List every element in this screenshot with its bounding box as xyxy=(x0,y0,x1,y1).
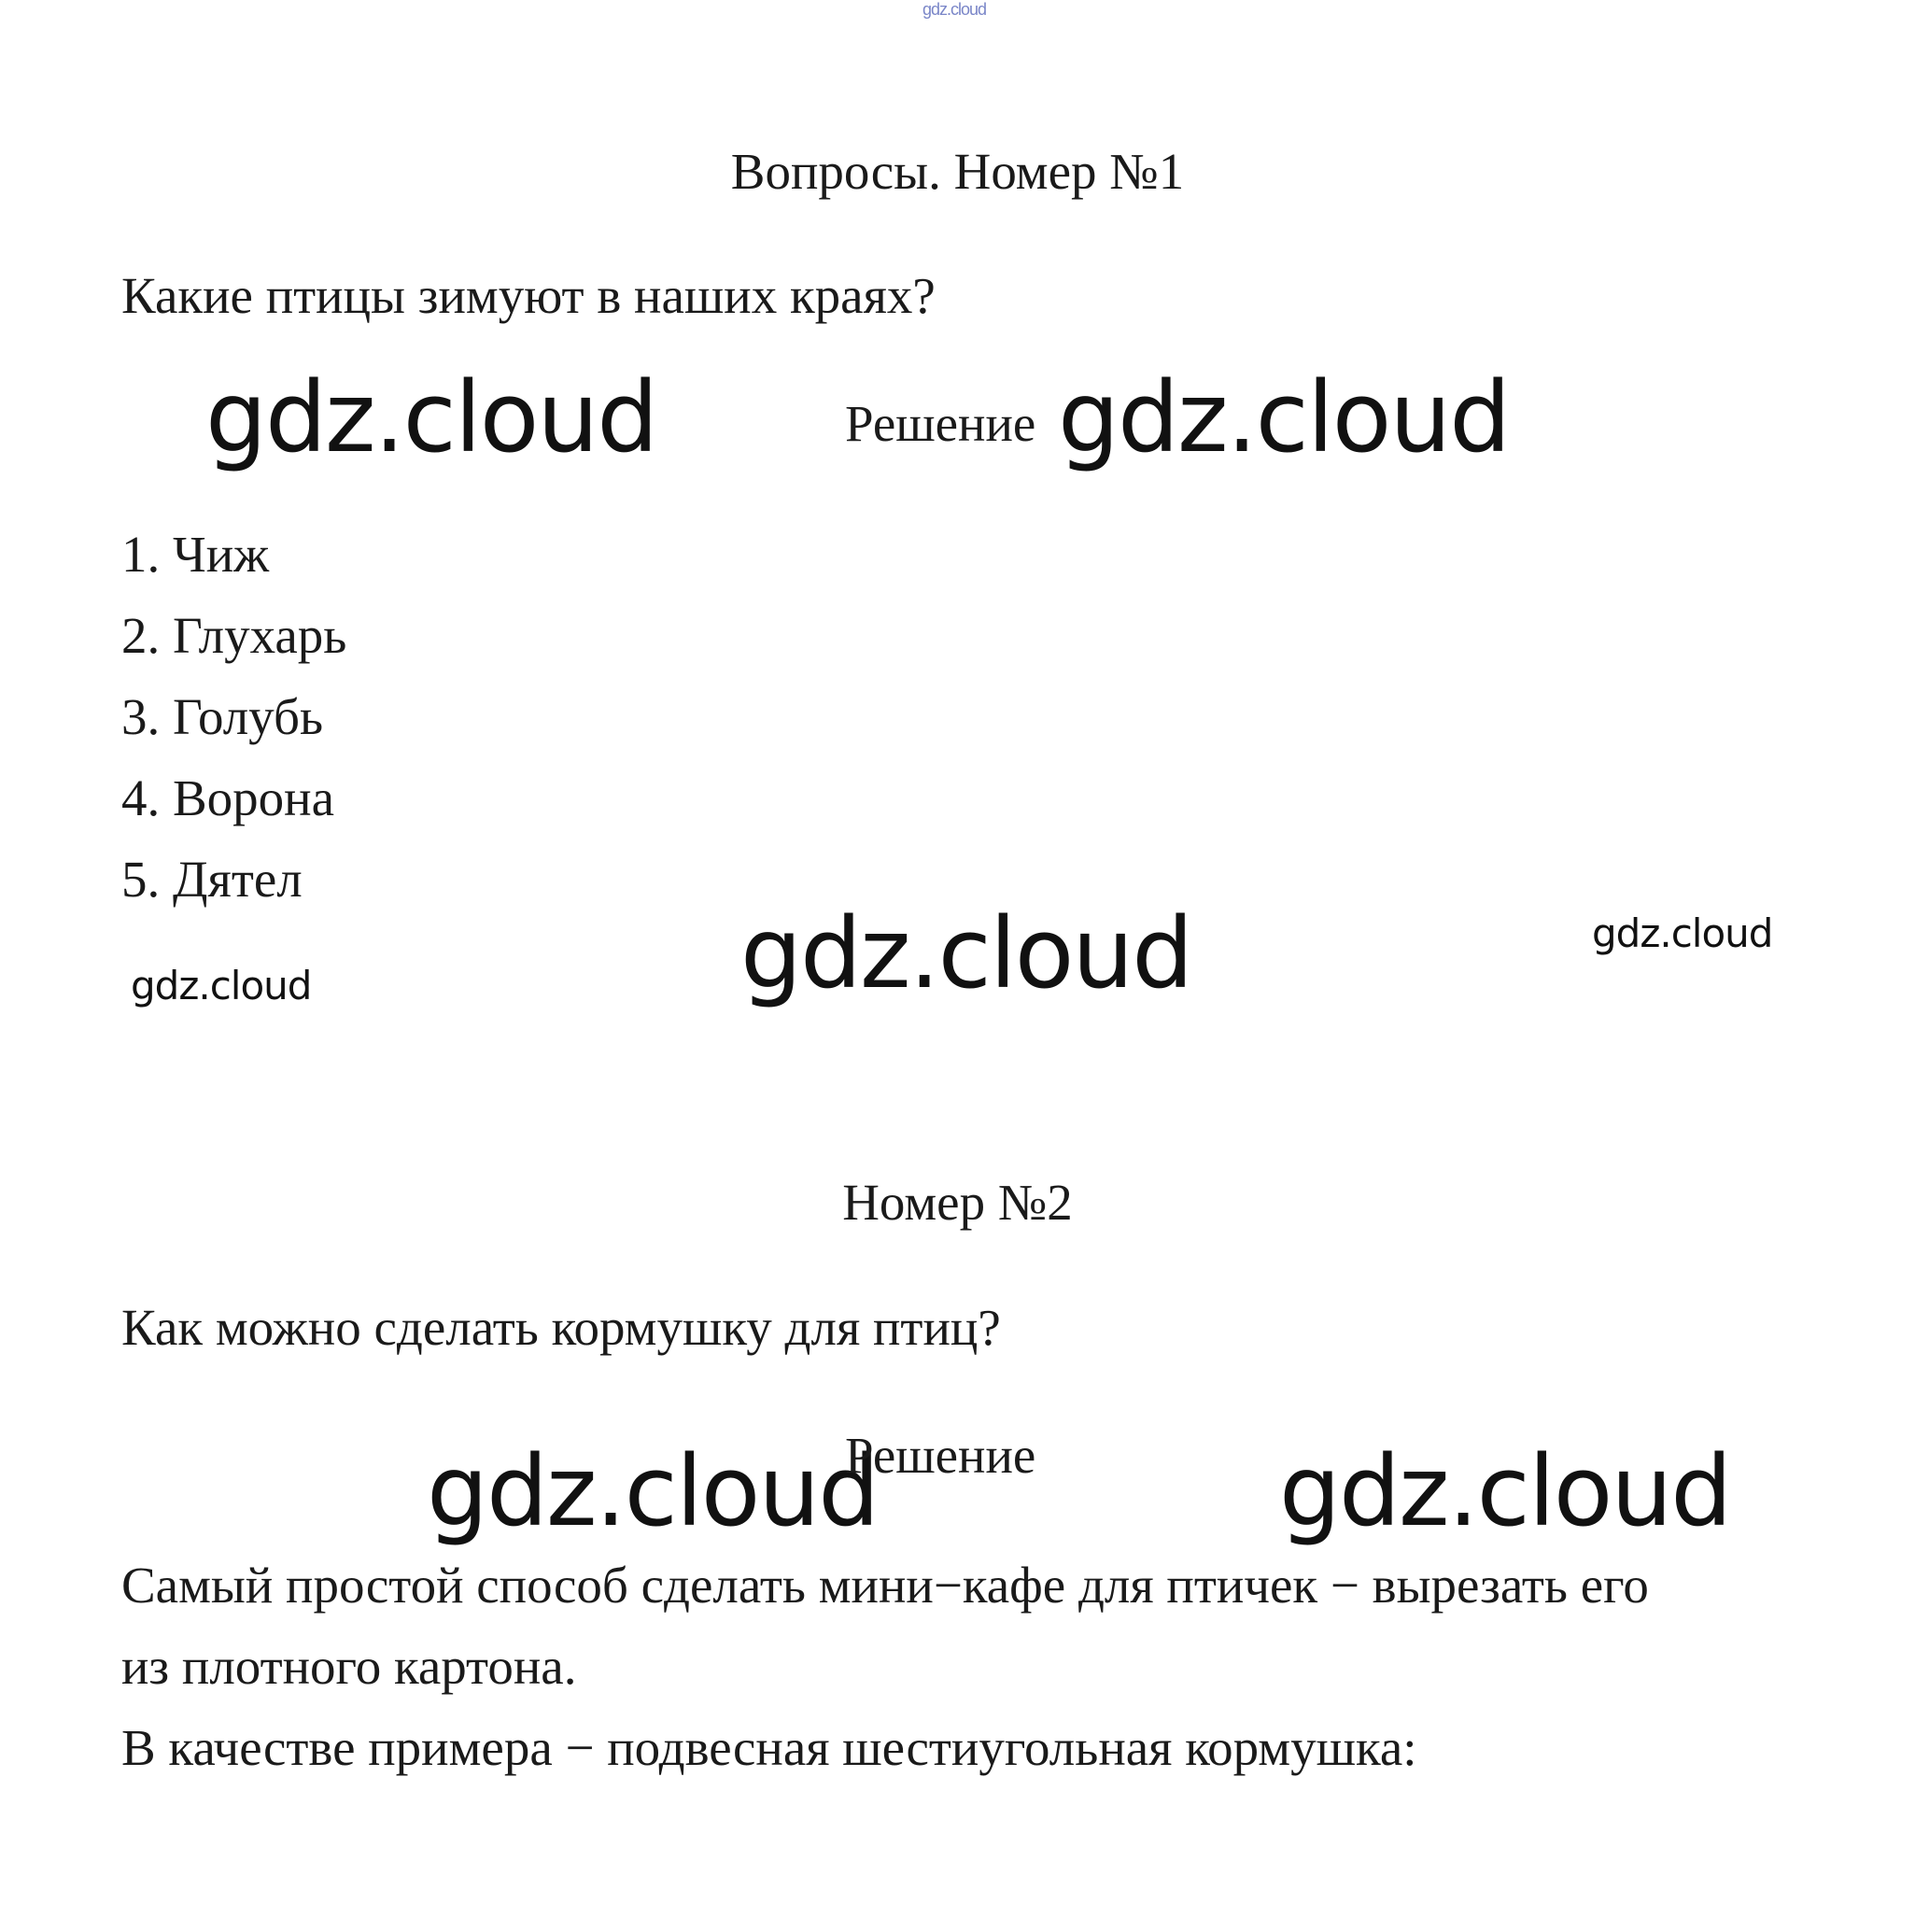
section2-solution-label: Решение xyxy=(845,1427,1036,1484)
section2-paragraph-line1: Самый простой способ сделать мини−кафе для птичек − вырезать его xyxy=(121,1557,1649,1614)
list-item: 4. Ворона xyxy=(121,769,335,826)
section1-answer-list xyxy=(121,514,346,920)
watermark-2: gdz.cloud xyxy=(1058,360,1510,474)
section2-paragraph-line2: из плотного картона. xyxy=(121,1638,577,1695)
list-item: 1. Чиж xyxy=(121,526,270,583)
list-item: 5. Дятел xyxy=(121,851,303,908)
section2-question: Как можно сделать кормушку для птиц? xyxy=(121,1299,1001,1356)
section1-solution-label: Решение xyxy=(845,395,1036,452)
section1-title: Вопросы. Номер №1 xyxy=(730,143,1185,200)
list-item: 2. Глухарь xyxy=(121,607,347,664)
section2-title: Номер №2 xyxy=(842,1174,1073,1231)
watermark-3: gdz.cloud xyxy=(740,896,1192,1010)
list-item: 3. Голубь xyxy=(121,688,324,745)
watermark-1: gdz.cloud xyxy=(205,360,657,474)
watermark-7: gdz.cloud xyxy=(1279,1434,1731,1548)
section2-paragraph-line3: В качестве примера − подвесная шестиугольная кормушка: xyxy=(121,1719,1417,1776)
watermark-top: gdz.cloud xyxy=(922,0,987,19)
watermark-4: gdz.cloud xyxy=(1592,910,1773,956)
watermark-6: gdz.cloud xyxy=(427,1434,879,1548)
watermark-5: gdz.cloud xyxy=(131,963,312,1008)
section1-question: Какие птицы зимуют в наших краях? xyxy=(121,267,936,324)
